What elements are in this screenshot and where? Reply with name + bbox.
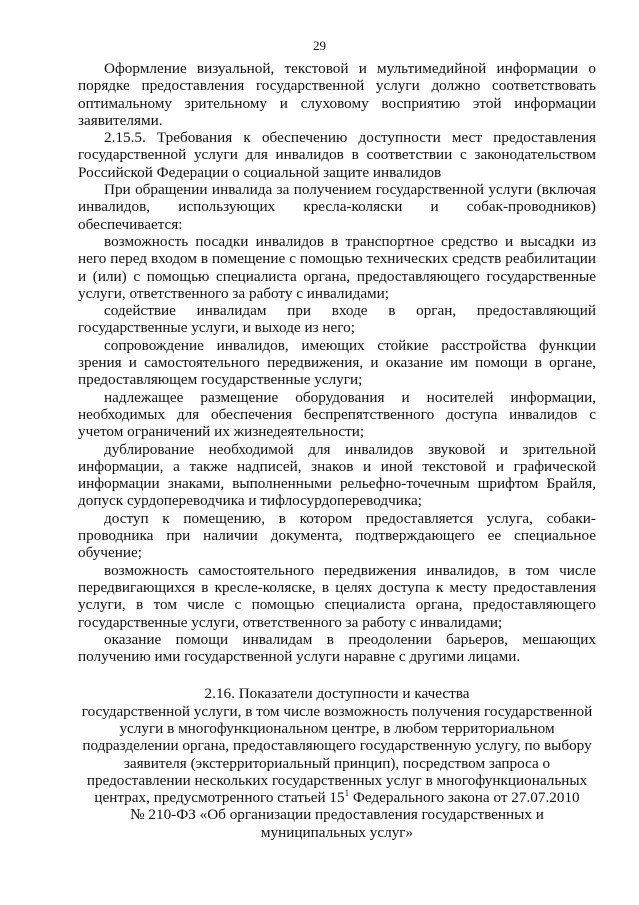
heading-line [78,789,596,806]
heading-line: 2.16. Показатели доступности и качества [204,685,470,703]
heading-line: заявителя (экстерриториальный принцип), посредством запроса о [123,754,551,772]
heading-line: услуги в многофункциональном центре, в любом территориальном [119,719,555,737]
heading-text: центрах, предусмотренного статьей 15 [94,789,345,807]
heading-line: муниципальных услуг» [260,823,414,841]
paragraph-escort: сопровождение инвалидов, имеющих стойкие расстройства функции зрения и самостоятельного передвижения, и оказание им помощи в органе, предоставляющем государственные услуги; [78,336,596,389]
paragraph-duplication: дублирование необходимой для инвалидов звуковой и зрительной информации, а также надписей, знаков и иной текстовой и графической информации знаками, выполненными рельефно-точечным шрифтом Брайля, допуск сурдопереводчика и тифлосурдопереводчика; [78,440,596,510]
page-number: 29 [313,38,326,53]
paragraph-entry-assist: содействие инвалидам при входе в орган, предоставляющий государственные услуги, и выходе из него; [78,302,596,337]
paragraph-barriers: оказание помощи инвалидам в преодолении барьеров, мешающих получению ими государственной услуги наравне с другими лицами. [78,630,596,666]
paragraph-guide-dog: доступ к помещению, в котором предоставляется услуга, собаки-проводника при наличии документа, подтверждающего ее специальное обучение; [78,509,596,562]
paragraph-equipment: надлежащее размещение оборудования и носителей информации, необходимых для обеспечения беспрепятственного доступа инвалидов с учетом ограничений их жизнедеятельности; [78,388,596,441]
paragraph-info-design: Оформление визуальной, текстовой и мультимедийной информации о порядке предоставления государственной услуги должно соответствовать оптимальному зрительному и слуховому восприятию этой информации заявителями. [78,60,596,129]
paragraph-mobility: возможность самостоятельного передвижения инвалидов, в том числе передвигающихся в кресле-коляске, в целях доступа к месту предоставления услуги, в том числе с помощью специалиста органа, предоставляющего государственные услуги, ответственного за работу с инвалидами; [78,561,596,631]
paragraph-2-15-5: 2.15.5. Требования к обеспечению доступности мест предоставления государственной услуги для инвалидов в соответствии с законодательством Российской Федерации о социальной защите инвалидов [78,129,596,181]
heading-line: № 210-ФЗ «Об организации предоставления государственных и [130,806,544,824]
heading-line: предоставлении нескольких государственных услуг в многофункциональных [86,771,588,789]
heading-line: государственной услуги, в том числе возможность получения государственной [81,702,593,720]
heading-text: Федерального закона от 27.07.2010 [349,789,580,807]
section-heading-2-16 [78,685,596,841]
document-body [78,60,596,841]
heading-line: подразделении органа, предоставляющего государственную услугу, по выбору [82,737,592,755]
superscript: 1 [344,788,350,799]
paragraph-boarding: возможность посадки инвалидов в транспортное средство и высадки из него перед входом в помещение с помощью технических средств реабилитации и (или) с помощью специалиста органа, предоставляющего государственные услуги, ответственного за работу с инвалидами; [78,232,596,302]
paragraph-intro-disabled: При обращении инвалида за получением государственной услуги (включая инвалидов, использующих кресла-коляски и собак-проводников) обеспечивается: [78,181,596,233]
